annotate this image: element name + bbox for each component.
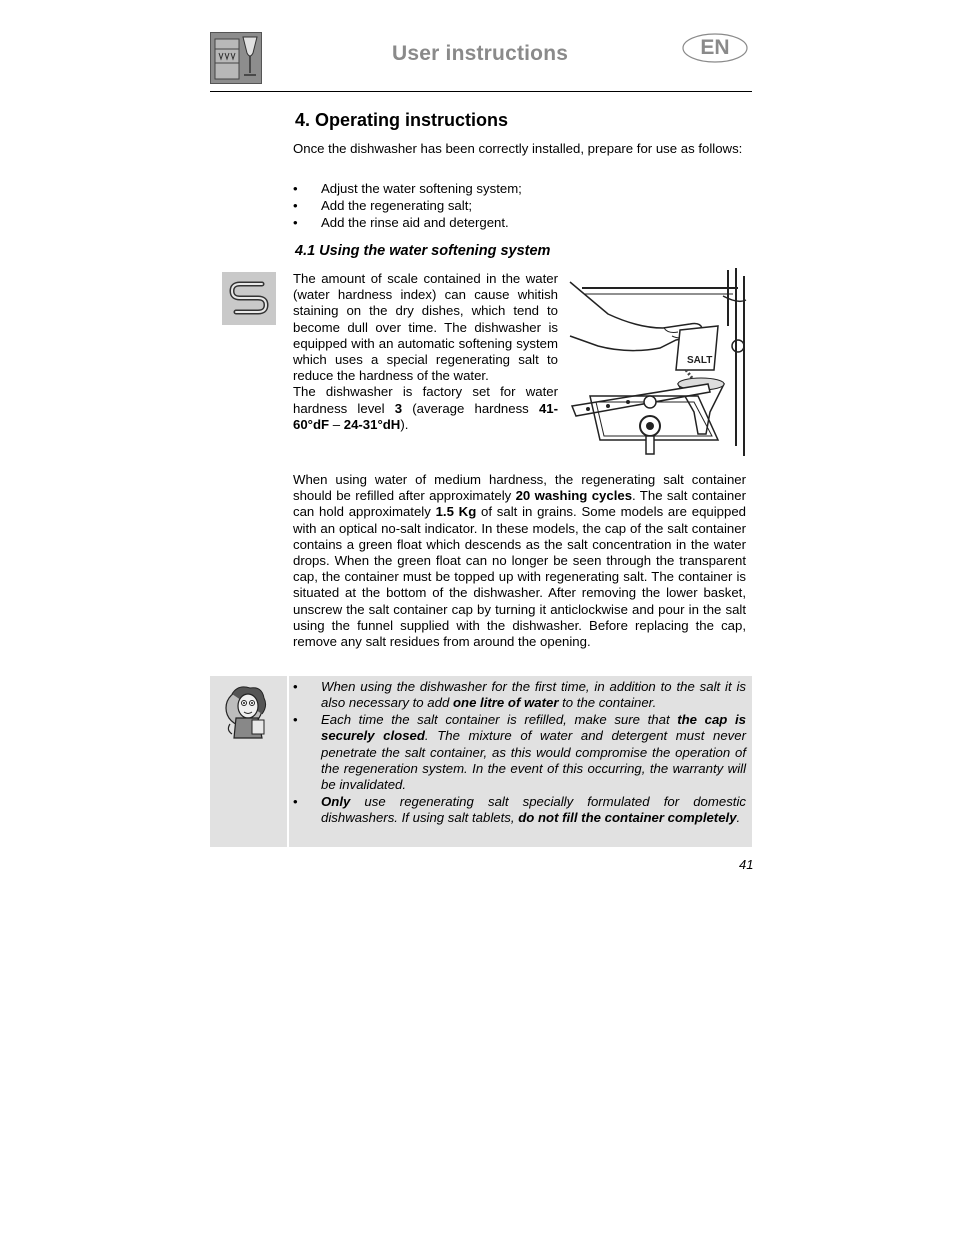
caution-mascot-icon: [222, 684, 274, 740]
salt-capacity: 1.5 Kg: [435, 504, 477, 520]
hardness-level: 3: [394, 400, 403, 416]
bullet-mark: •: [293, 711, 298, 727]
header-divider: [210, 91, 752, 92]
bullet-mark: •: [293, 198, 298, 213]
warning-item: • Each time the salt container is refilled, make sure that the cap is securely closed. The mixture of water and detergent must never penetrate the salt container, as this would compromise the operation of the regeneration system. In the event of this occurring, the warranty will be invalidated.: [293, 711, 746, 793]
bullet-mark: •: [293, 215, 298, 230]
dishwasher-logo-icon: [211, 33, 261, 83]
softening-description: The amount of scale contained in the water (water hardness index) can cause whitish staining on the dry dishes, which tend to become dull over time. The dishwasher is equipped with an automatic softening system which uses a special regenerating salt to reduce the hardness of the water. The dishwasher is factory set for water hardness level 3 (average hardness 41-60°dF – 24-31°dH).: [293, 271, 559, 432]
list-item: • Adjust the water softening system;: [293, 181, 522, 196]
subsection-title: 4.1 Using the water softening system: [295, 243, 551, 259]
hardness-df: 41-60°dF: [293, 400, 559, 432]
salt-refill-paragraph: When using water of medium hardness, the regenerating salt container should be refilled after approximately 20 washing cycles. The salt container can hold approximately 1.5 Kg of salt in grains. Some models are equipped with an optical no-salt indicator. In these models, the cap of the salt container contains a green float which descends as the salt concentration in the water drops. When the green float can no longer be seen through the transparent cap, the container must be topped up with regenerating salt. The container is situated at the bottom of the dishwasher. After removing the lower basket, unscrew the salt container cap by turning it anticlockwise and pour in the salt using the funnel supplied with the dishwasher. Before replacing the cap, remove any salt residues from around the opening.: [293, 472, 747, 650]
brand-logo: [210, 32, 262, 84]
wash-cycles: 20 washing cycles: [515, 488, 633, 504]
language-badge: [682, 33, 748, 63]
warning-item: • Only use regenerating salt specially formulated for domestic dishwashers. If using salt tablets, do not fill the container completely.: [293, 793, 746, 826]
list-item: • Add the regenerating salt;: [293, 198, 473, 213]
intro-paragraph: Once the dishwasher has been correctly installed, prepare for use as follows:: [293, 141, 743, 156]
bullet-mark: •: [293, 679, 298, 694]
warning-item: • When using the dishwasher for the first time, in addition to the salt it is also necessary to add one litre of water to the container.: [293, 679, 746, 711]
section-title: 4. Operating instructions: [295, 110, 509, 130]
language-code: EN: [700, 36, 730, 59]
water-softener-icon: [222, 272, 276, 325]
warning-list: [293, 679, 746, 827]
bullet-mark: •: [293, 181, 298, 196]
preparation-steps: [293, 180, 746, 231]
page-number: 41: [739, 857, 754, 872]
salt-box-label: SALT: [687, 355, 713, 366]
list-item: • Add the rinse aid and detergent.: [293, 215, 509, 230]
header-title: User instructions: [392, 42, 569, 65]
salt-filling-illustration: [568, 266, 750, 462]
hardness-dh: 24-31°dH: [343, 416, 401, 432]
bullet-mark: •: [293, 793, 298, 809]
